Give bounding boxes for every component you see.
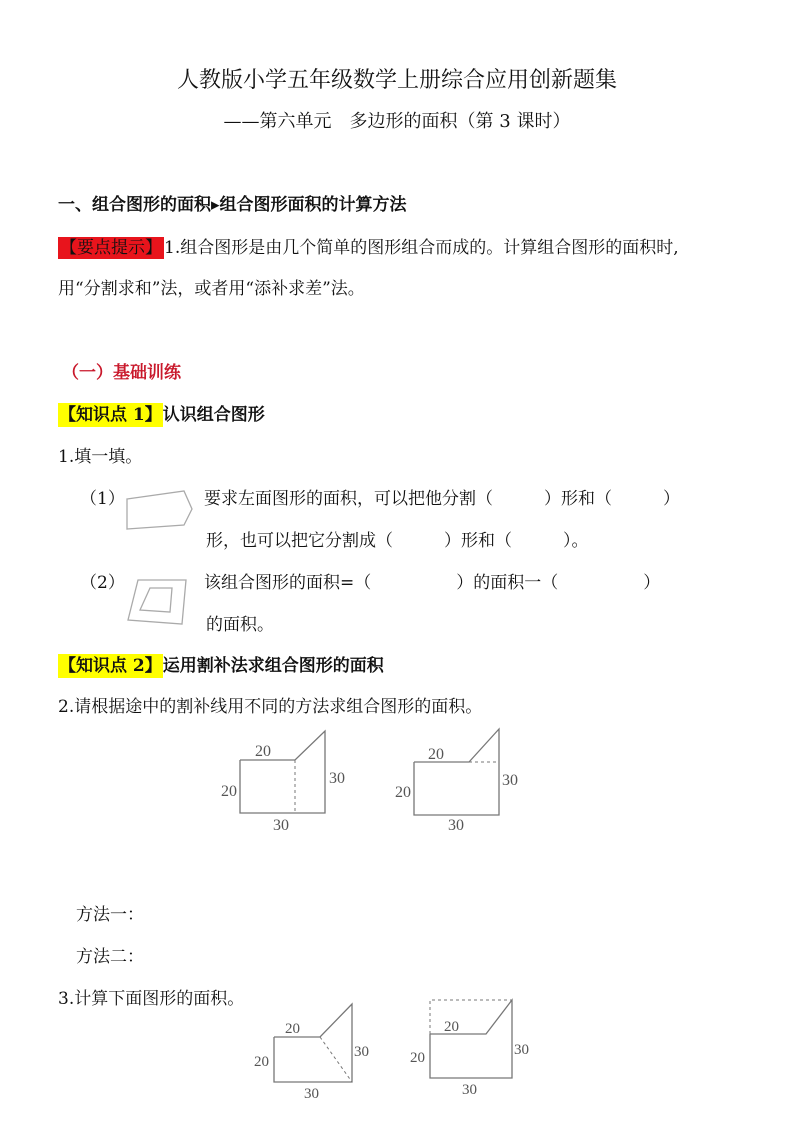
knowledge-point-2	[58, 651, 384, 676]
q2-figure-b	[392, 725, 532, 835]
q2a-right-label: 30	[329, 770, 345, 787]
q2a-top-label: 20	[255, 743, 271, 760]
q1-part2-line1: 该组合图形的面积=（ ）的面积一（ ）	[204, 573, 661, 593]
q3b-left-label: 20	[410, 1050, 425, 1066]
pentagon-figure	[122, 487, 194, 533]
kp2-label: 运用割补法求组合图形的面积	[162, 656, 384, 676]
q3a-bottom-label: 30	[304, 1086, 319, 1102]
q1-part2-number: （2）	[80, 573, 125, 593]
q1-title: 1.填一填。	[58, 447, 143, 467]
page-title: 人教版小学五年级数学上册综合应用创新题集	[176, 68, 617, 93]
q3b-right-label: 30	[514, 1042, 529, 1058]
q1-part2-line2: 的面积。	[206, 615, 274, 635]
q3-figure-b	[408, 996, 548, 1100]
kp1-badge: 【知识点 1】	[59, 405, 162, 425]
method-two: 方法二：	[76, 947, 144, 967]
kp2-badge: 【知识点 2】	[59, 656, 162, 676]
q2a-left-label: 20	[221, 783, 237, 800]
q2-title: 2.请根据途中的割补线用不同的方法求组合图形的面积。	[58, 697, 483, 717]
q2b-right-label: 30	[502, 772, 518, 789]
section-heading: 一、组合图形的面积▸组合图形面积的计算方法	[58, 195, 407, 215]
q2b-left-label: 20	[395, 784, 411, 801]
q3a-top-label: 20	[285, 1021, 300, 1037]
page-subtitle: ——第六单元 多边形的面积（第 3 课时）	[223, 111, 571, 132]
q2-figure-a	[215, 725, 355, 835]
q2a-bottom-label: 30	[273, 817, 289, 834]
key-tip	[58, 233, 679, 258]
basic-training-heading: （一）基础训练	[62, 363, 181, 383]
q2b-bottom-label: 30	[448, 817, 464, 834]
tip-badge: 【要点提示】	[60, 238, 162, 258]
q1-part1-number: （1）	[80, 489, 125, 509]
tip-text-continued: 用“分割求和”法，或者用“添补求差”法。	[58, 279, 365, 299]
q2b-top-label: 20	[428, 746, 444, 763]
method-one: 方法一：	[76, 905, 144, 925]
kp1-label: 认识组合图形	[162, 405, 265, 425]
q1-part1-line2: 形，也可以把它分割成（ ）形和（ ）。	[206, 531, 589, 551]
q3a-left-label: 20	[254, 1054, 269, 1070]
q3-figure-a	[250, 1000, 380, 1104]
q3b-top-label: 20	[444, 1019, 459, 1035]
frame-figure	[122, 574, 192, 630]
q3-title: 3.计算下面图形的面积。	[58, 989, 245, 1009]
q3b-bottom-label: 30	[462, 1082, 477, 1098]
tip-text: 1.组合图形是由几个简单的图形组合而成的。计算组合图形的面积时,	[164, 238, 679, 258]
q1-part1-line1: 要求左面图形的面积，可以把他分割（ ）形和（ ）	[204, 489, 680, 509]
knowledge-point-1	[58, 400, 265, 425]
q3a-right-label: 30	[354, 1044, 369, 1060]
